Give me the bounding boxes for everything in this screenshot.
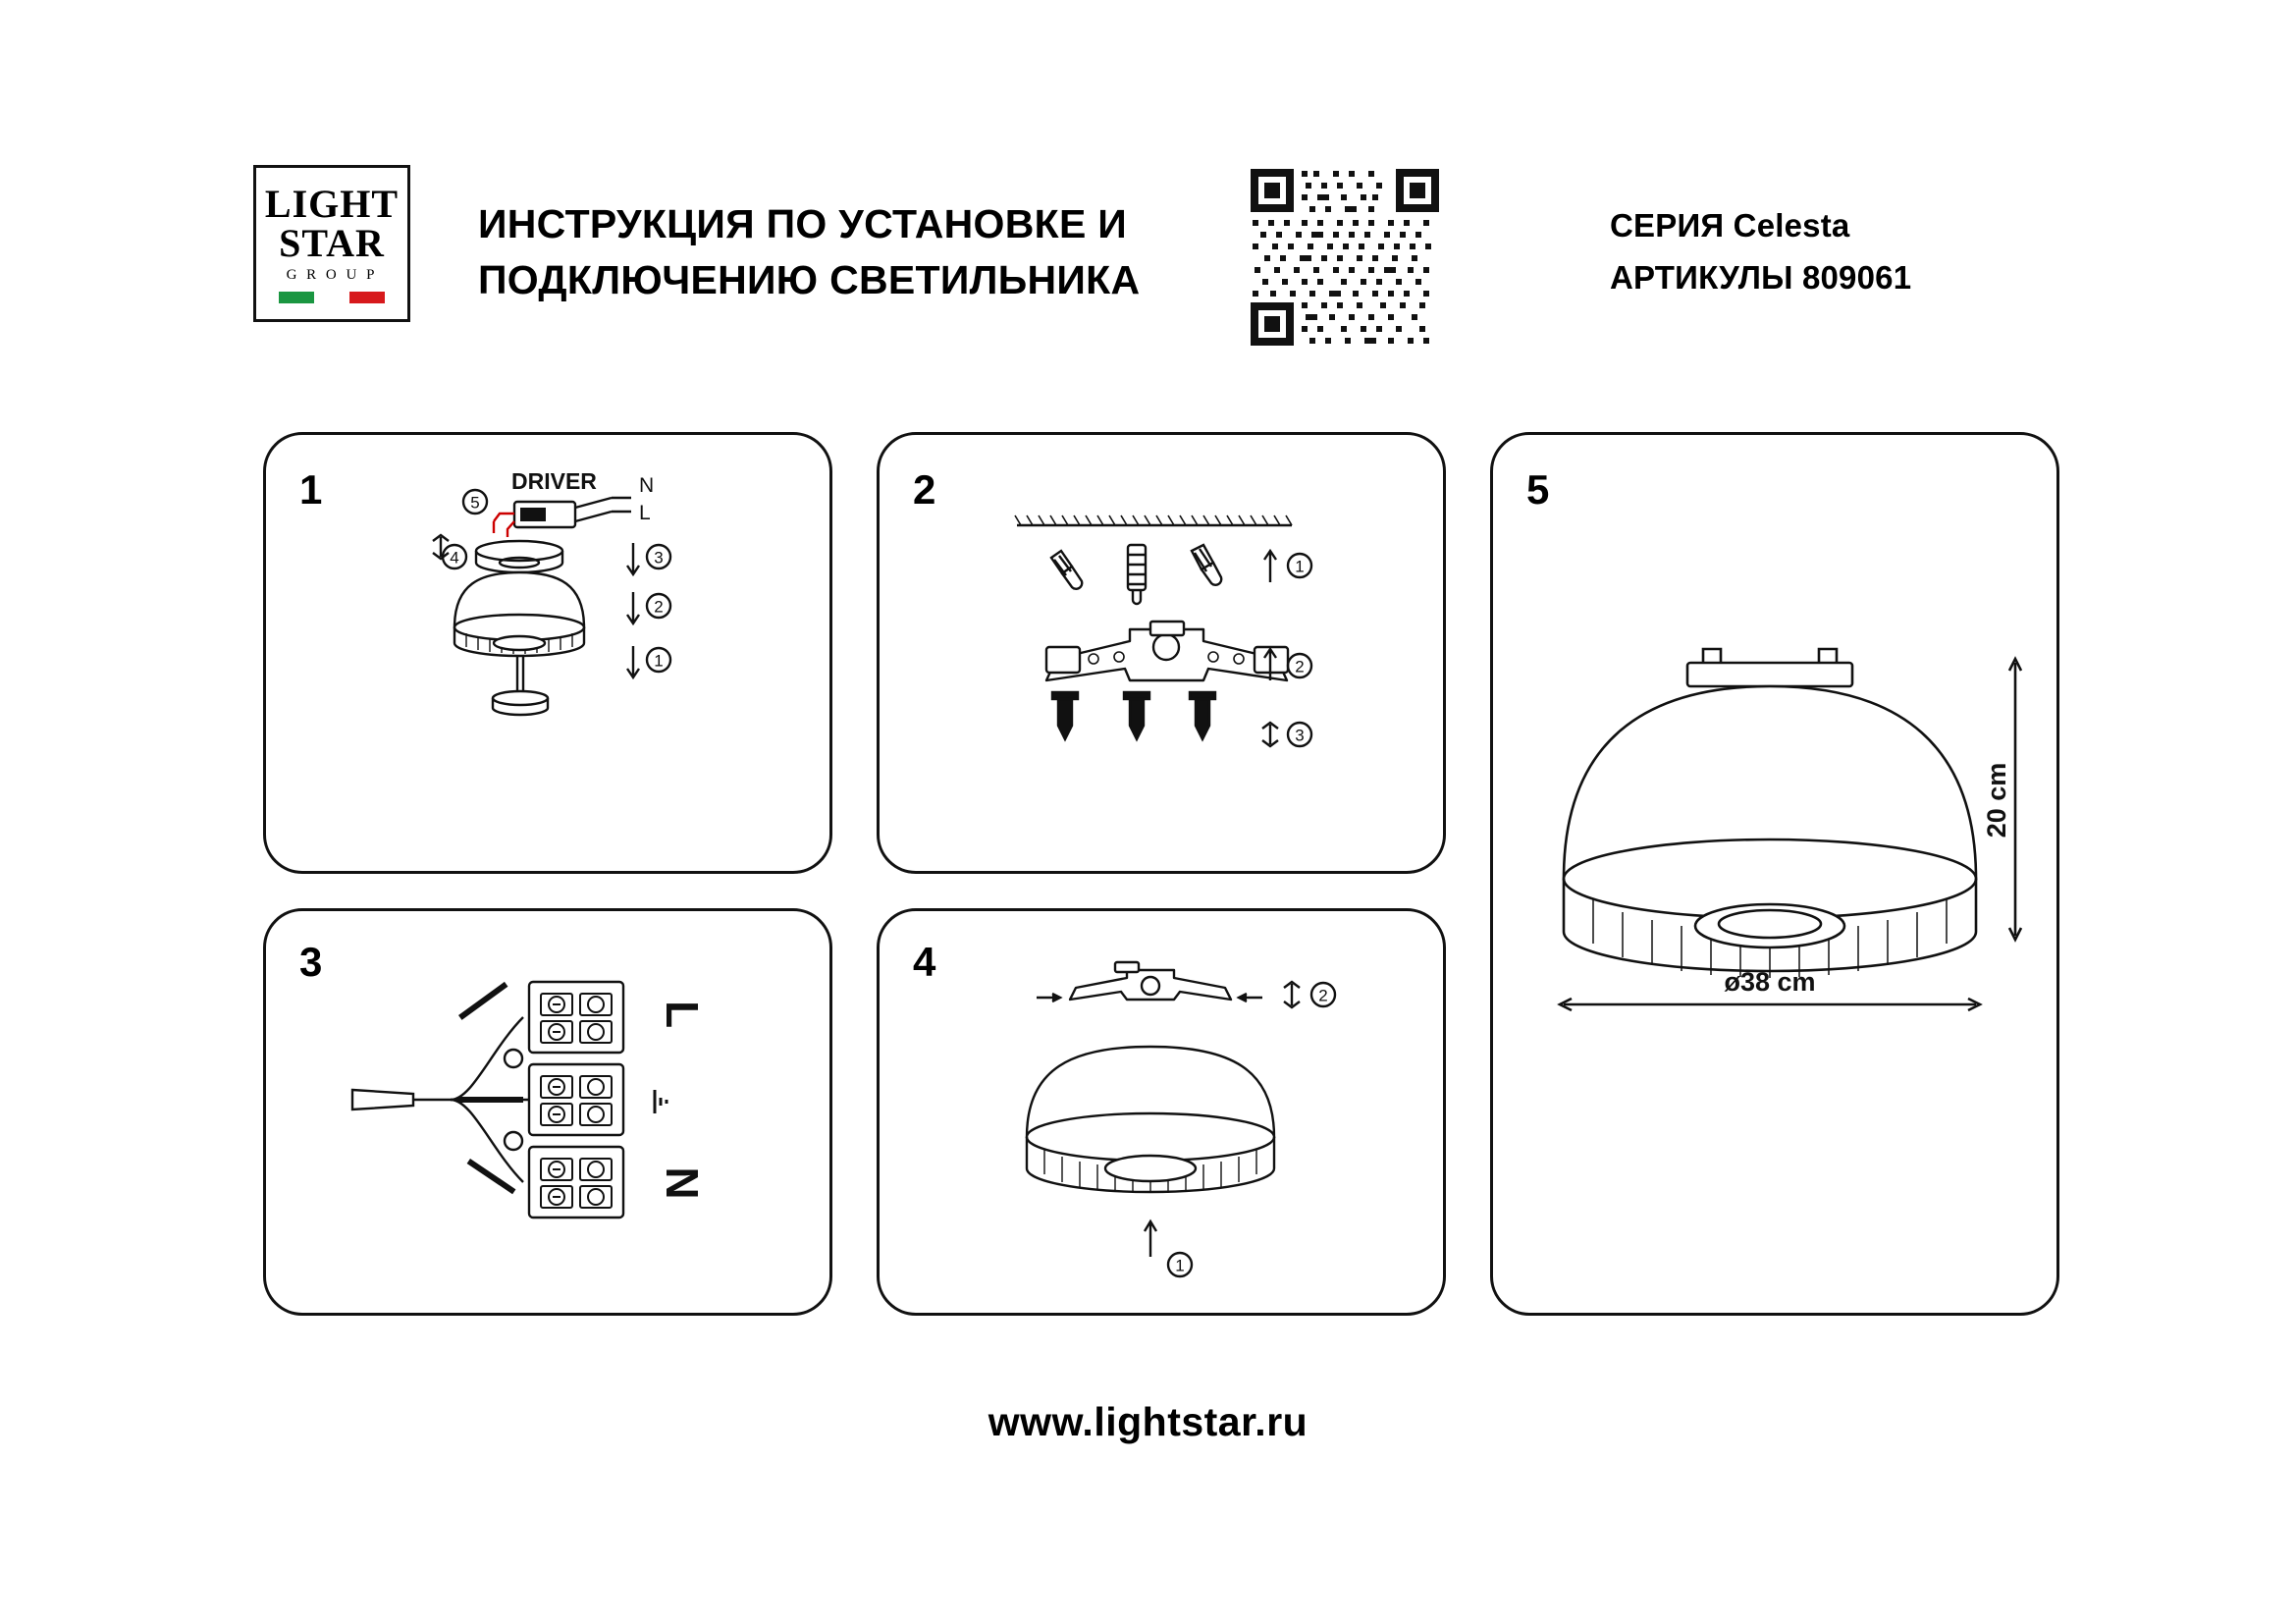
callout-1: 1 [654, 651, 664, 671]
qr-code-icon [1247, 165, 1443, 352]
step-4-diagram [880, 911, 1449, 1319]
callout-5: 5 [470, 493, 480, 513]
article-label: АРТИКУЛЫ 809061 [1610, 259, 1912, 297]
callout-4: 4 [450, 548, 459, 568]
logo-line-1: LIGHT [264, 181, 400, 226]
page-header [0, 0, 2296, 302]
step-panel-3 [263, 908, 832, 1316]
step-panel-2 [877, 432, 1446, 874]
callout-1: 1 [1295, 557, 1305, 576]
height-label: 20 cm [1982, 762, 2011, 839]
step-panel-1 [263, 432, 832, 874]
step-1-diagram [266, 435, 835, 877]
callout-1: 1 [1175, 1256, 1185, 1275]
terminal-label-l: L [657, 1000, 708, 1029]
wire-label-l: L [639, 502, 651, 524]
footer-website-url[interactable]: www.lightstar.ru [988, 1399, 1308, 1444]
page-title: ИНСТРУКЦИЯ ПО УСТАНОВКЕ И ПОДКЛЮЧЕНИЮ СВЕТИЛЬНИКА [478, 201, 1141, 302]
step-panel-5 [1490, 432, 2059, 1316]
callout-2: 2 [1318, 986, 1328, 1005]
wire-label-n: N [639, 474, 655, 497]
callout-3: 3 [654, 548, 664, 568]
callout-2: 2 [654, 597, 664, 617]
step-number-3: 3 [299, 939, 323, 985]
callout-2: 2 [1295, 657, 1305, 677]
callout-3: 3 [1295, 726, 1305, 745]
terminal-label-n: N [657, 1166, 708, 1200]
step-number-1: 1 [299, 466, 323, 513]
logo-line-2: STAR [279, 220, 385, 265]
brand-logo [253, 165, 410, 322]
product-meta [1610, 199, 1911, 304]
step-panel-4 [877, 908, 1446, 1316]
italy-flag-icon [279, 292, 385, 303]
series-label: СЕРИЯ Celesta [1610, 207, 1850, 244]
logo-line-3: G R O U P [286, 266, 378, 283]
step-number-5: 5 [1526, 466, 1550, 513]
step-number-2: 2 [913, 466, 936, 513]
driver-label: DRIVER [511, 468, 597, 494]
step-number-4: 4 [913, 939, 936, 985]
step-3-diagram [266, 911, 835, 1319]
diameter-label: ø38 cm [1724, 967, 1816, 997]
step-2-diagram [880, 435, 1449, 877]
step-5-diagram [1493, 435, 2062, 1319]
